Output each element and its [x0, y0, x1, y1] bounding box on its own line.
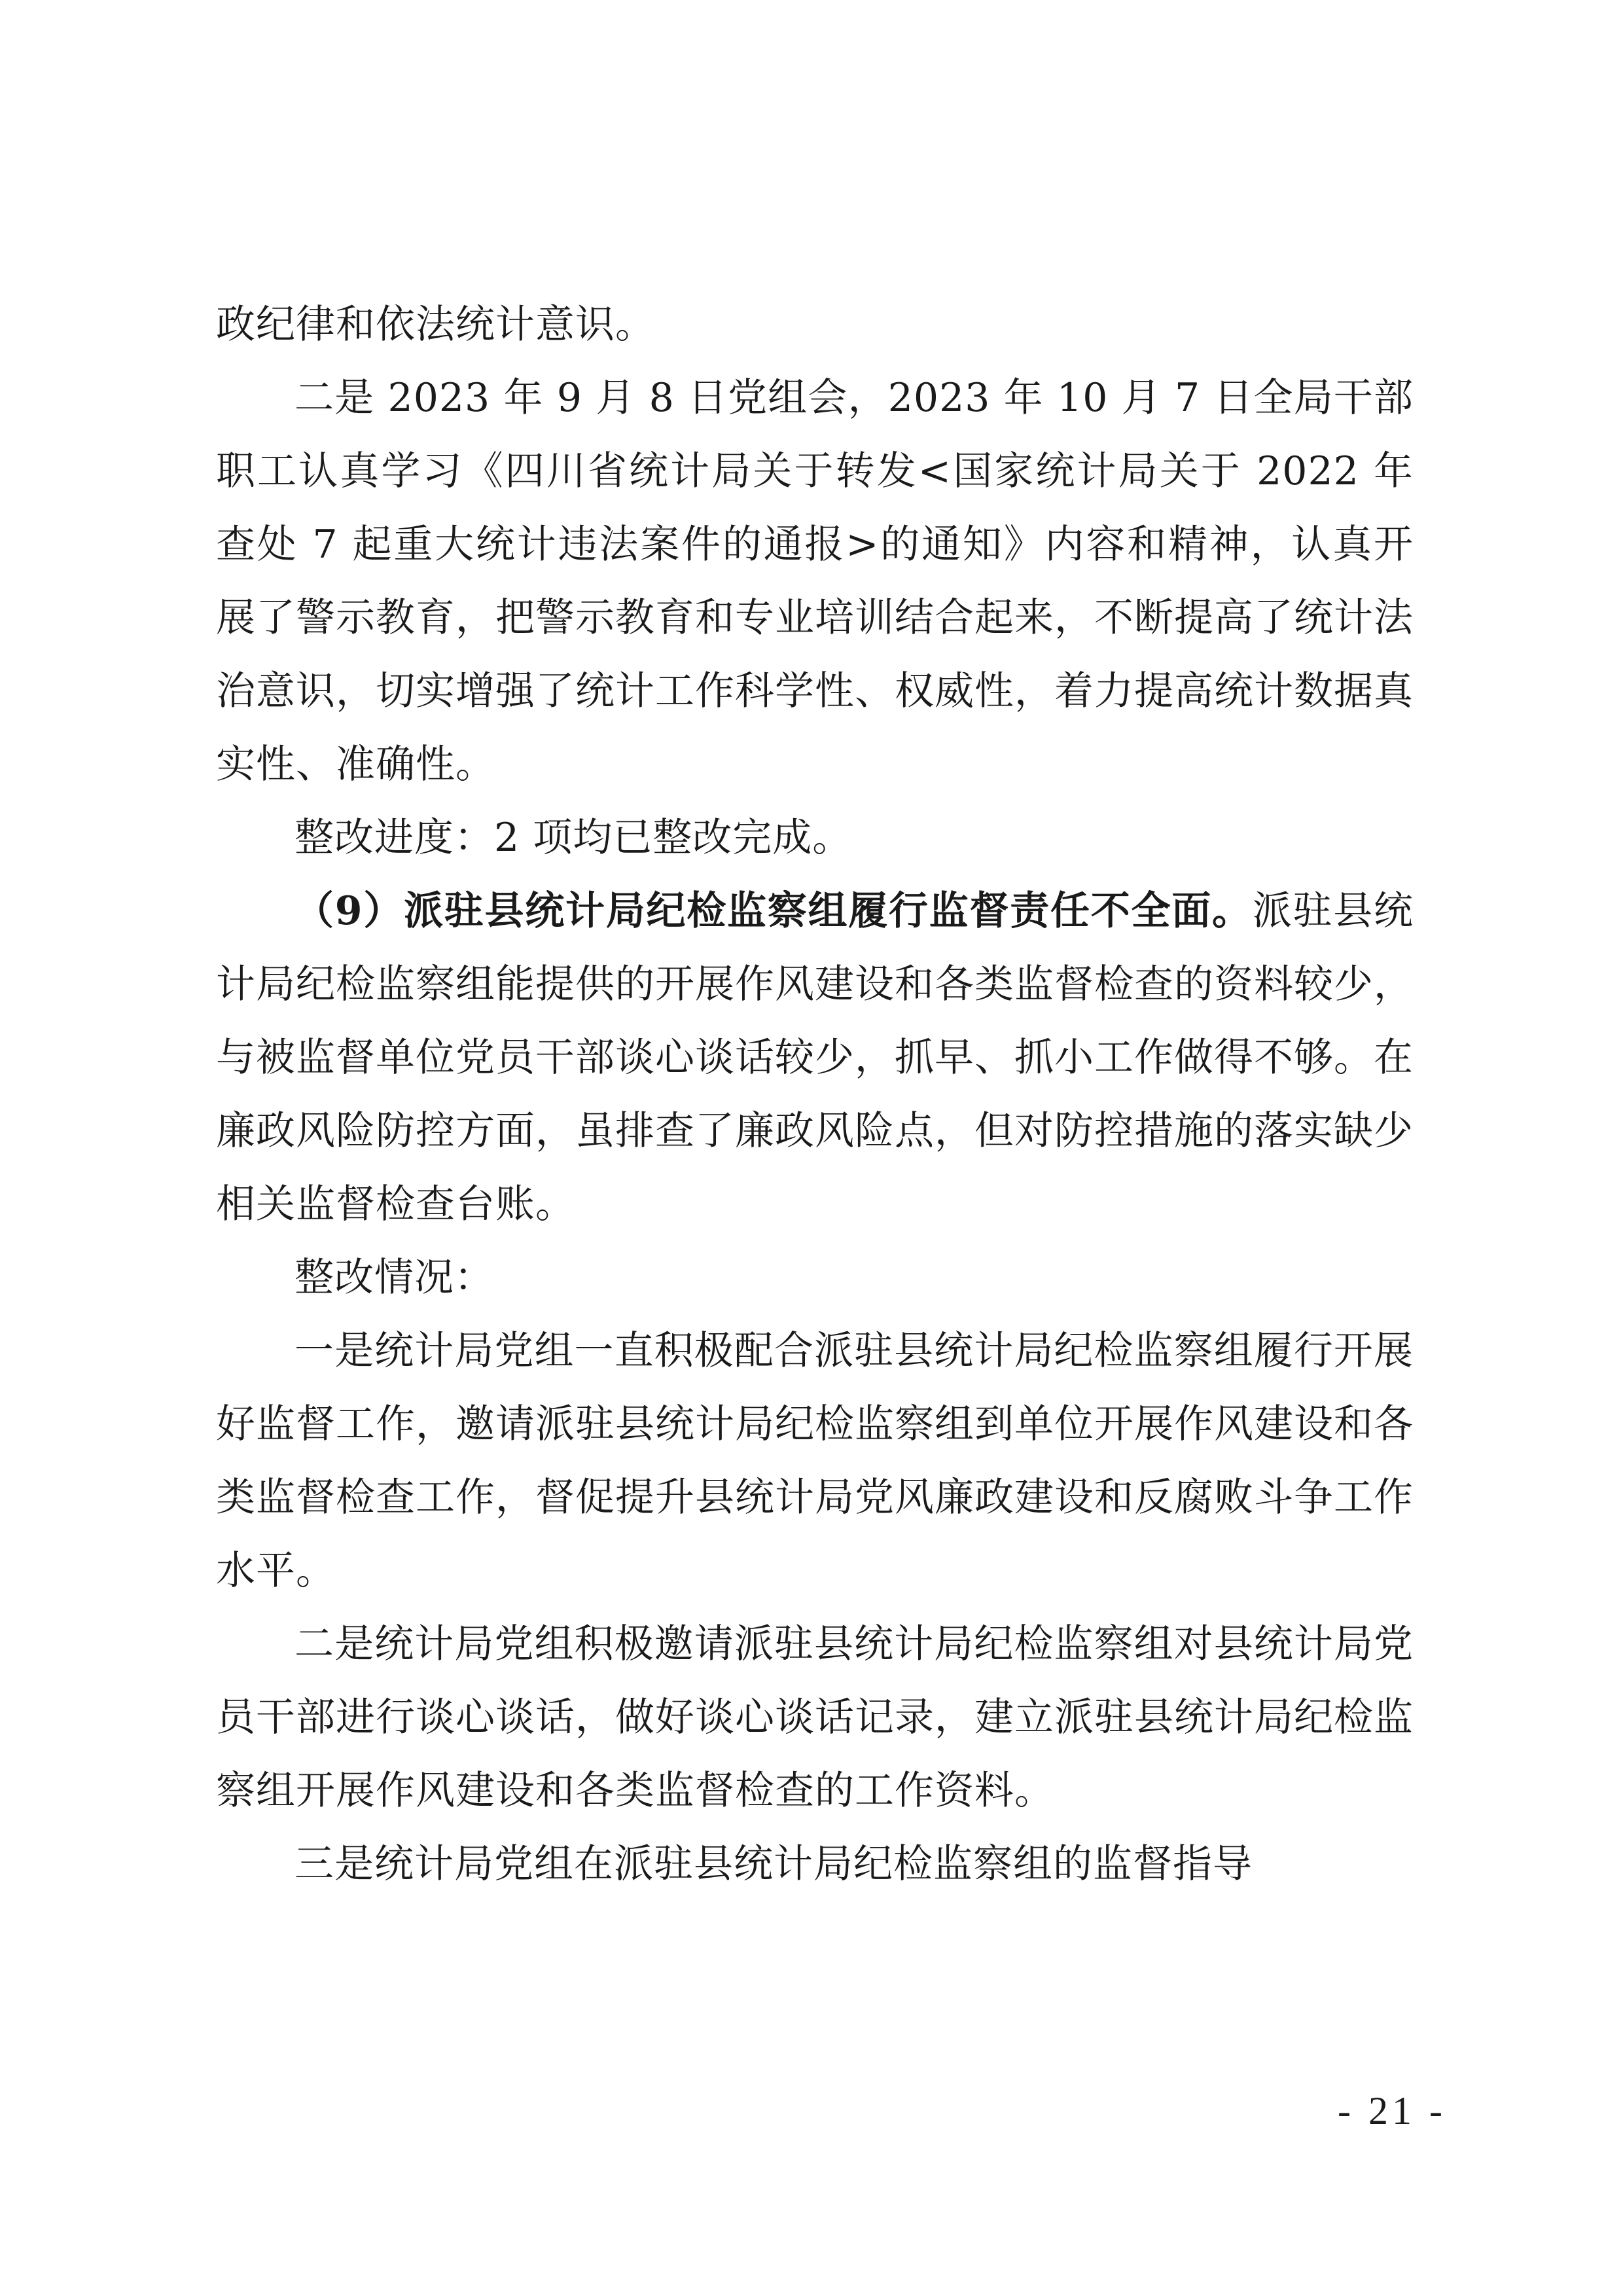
paragraph-rectification-status-label: 整改情况： [294, 1255, 494, 1300]
paragraph-third-measure: 三是统计局党组在派驻县统计局纪检监察组的监督指导 [294, 1841, 1253, 1887]
paragraph-issue-9 [216, 874, 1414, 1241]
issue-9-heading: （9）派驻县统计局纪检监察组履行监督责任不全面。 [294, 888, 1253, 934]
paragraph-second-measure: 二是统计局党组积极邀请派驻县统计局纪检监察组对县统计局党员干部进行谈心谈话，做好谈心谈话记录，建立派驻县统计局纪检监察组开展作风建设和各类监督检查的工作资料。 [216, 1621, 1414, 1814]
paragraph-second-measure-study: 二是 2023 年 9 月 8 日党组会，2023 年 10 月 7 日全局干部职工认真学习《四川省统计局关于转发<国家统计局关于 2022 年查处 7 起重大统计违法案件的通报>的通知》内容和精神，认真开展了警示教育，把警示教育和专业培训结合起来，不断提高了统计法治意识，切实增强了统计工作科学性、权威性，着力提高统计数据真实性、准确性。 [216, 375, 1414, 787]
paragraph-continuation: 政纪律和依法统计意识。 [216, 302, 655, 348]
paragraph-rectification-progress: 整改进度：2 项均已整改完成。 [294, 815, 853, 861]
page-number: - 21 - [1338, 2089, 1446, 2132]
document-body [216, 288, 1414, 1901]
issue-9-description: 派驻县统计局纪检监察组能提供的开展作风建设和各类监督检查的资料较少，与被监督单位党员干部谈心谈话较少，抓早、抓小工作做得不够。在廉政风险防控方面，虽排查了廉政风险点，但对防控措施的落实缺少相关监督检查台账。 [216, 888, 1414, 1227]
paragraph-first-measure: 一是统计局党组一直积极配合派驻县统计局纪检监察组履行开展好监督工作，邀请派驻县统计局纪检监察组到单位开展作风建设和各类监督检查工作，督促提升县统计局党风廉政建设和反腐败斗争工作水平。 [216, 1328, 1414, 1594]
